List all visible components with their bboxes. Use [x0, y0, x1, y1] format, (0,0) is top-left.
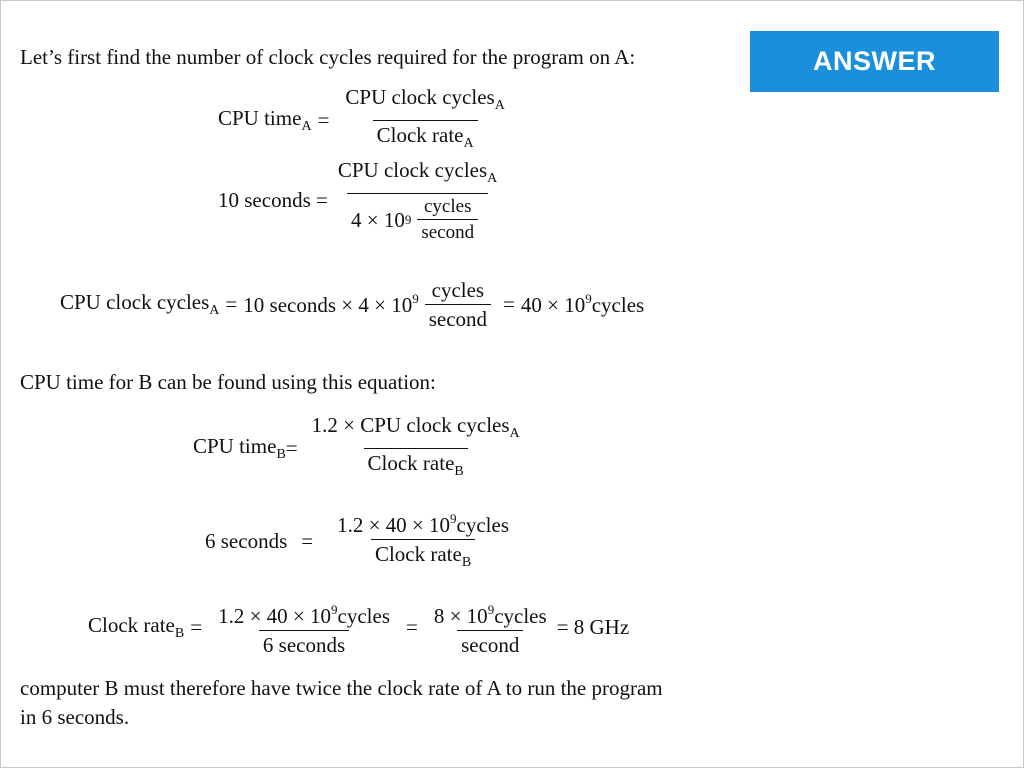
- equation-clock-rate-b: [88, 598, 629, 657]
- eq6-f1-numerator: $1.2 \times 40 \times 10^9cycles$: [218, 602, 390, 628]
- eq5-equals: =: [301, 528, 314, 553]
- eq5-fraction: [333, 507, 513, 575]
- conclusion-line-2: in 6 seconds.: [20, 705, 130, 729]
- eq6-lhs: Clock rate$_B$: [88, 613, 185, 641]
- eq3-equals-2: =: [503, 292, 515, 316]
- eq5-denominator: Clock rate$_B$: [371, 539, 475, 575]
- eq2-numerator: CPU clock cycles$_A$: [337, 158, 498, 186]
- intro-text: Let’s first find the number of clock cycles required for the program on A:: [20, 45, 636, 69]
- eq1-numerator: CPU clock cycles$_A$: [345, 85, 505, 113]
- eq3-frac-num: cycles: [431, 278, 485, 302]
- eq1-equals: =: [317, 108, 330, 132]
- equation-cpu-time-a: [218, 85, 515, 156]
- eq2-fraction: [334, 158, 501, 243]
- eq5-lhs: 6 seconds: [205, 528, 288, 553]
- eq6-fraction-1: [214, 598, 394, 657]
- eq2-inner-den: second: [417, 219, 478, 243]
- eq6-equals-2: =: [406, 615, 418, 639]
- conclusion-line-1: computer B must therefore have twice the clock rate of A to run the program: [20, 676, 663, 700]
- eq2-lhs: 10 seconds =: [218, 188, 328, 212]
- eq3-fraction: [425, 278, 491, 331]
- eq3-frac-den: second: [425, 304, 491, 331]
- eq4-lhs: CPU time$_B$: [193, 434, 286, 462]
- eq6-f2-denominator: second: [457, 630, 523, 657]
- equation-ten-seconds: [218, 158, 507, 243]
- eq3-lhs: CPU clock cycles$_A$: [60, 290, 220, 318]
- eq1-lhs: CPU time$_A$: [218, 106, 312, 134]
- equation-cpu-time-b: [193, 413, 530, 484]
- eq3-mid: 10 seconds × $4 \times 10^9$: [243, 291, 419, 317]
- eq6-f1-denominator: 6 seconds: [259, 630, 349, 657]
- cpu-time-b-text: CPU time for B can be found using this equation:: [20, 370, 436, 394]
- eq6-equals: =: [190, 615, 203, 639]
- eq2-inner-num: cycles: [423, 196, 472, 217]
- eq1-fraction: [341, 85, 508, 156]
- eq2-denominator: 4 × 10 9 $\frac{\text{cycles}}{\text{second}}$: [347, 193, 488, 243]
- eq2-inner-fraction: [417, 196, 478, 243]
- answer-button[interactable]: ANSWER: [750, 31, 999, 92]
- equation-six-seconds: [205, 507, 519, 575]
- eq3-rhs: $40 \times 10^9cycles$: [520, 291, 645, 317]
- eq4-denominator: Clock rate$_B$: [364, 448, 468, 484]
- eq1-denominator: Clock rate$_A$: [373, 120, 478, 156]
- eq4-numerator: 1.2 × CPU clock cycles$_A$: [311, 413, 520, 441]
- eq5-numerator: $1.2 \times 40 \times 10^9cycles$: [337, 511, 510, 537]
- equation-cpu-clock-cycles-a: [60, 278, 644, 331]
- eq4-equals: =: [285, 436, 298, 460]
- eq6-rhs: = 8 GHz: [556, 615, 630, 639]
- eq6-f2-numerator: $8 \times 10^9cycles$: [433, 602, 547, 628]
- eq4-fraction: [308, 413, 524, 484]
- eq6-fraction-2: [430, 598, 551, 657]
- eq3-equals: =: [225, 292, 238, 316]
